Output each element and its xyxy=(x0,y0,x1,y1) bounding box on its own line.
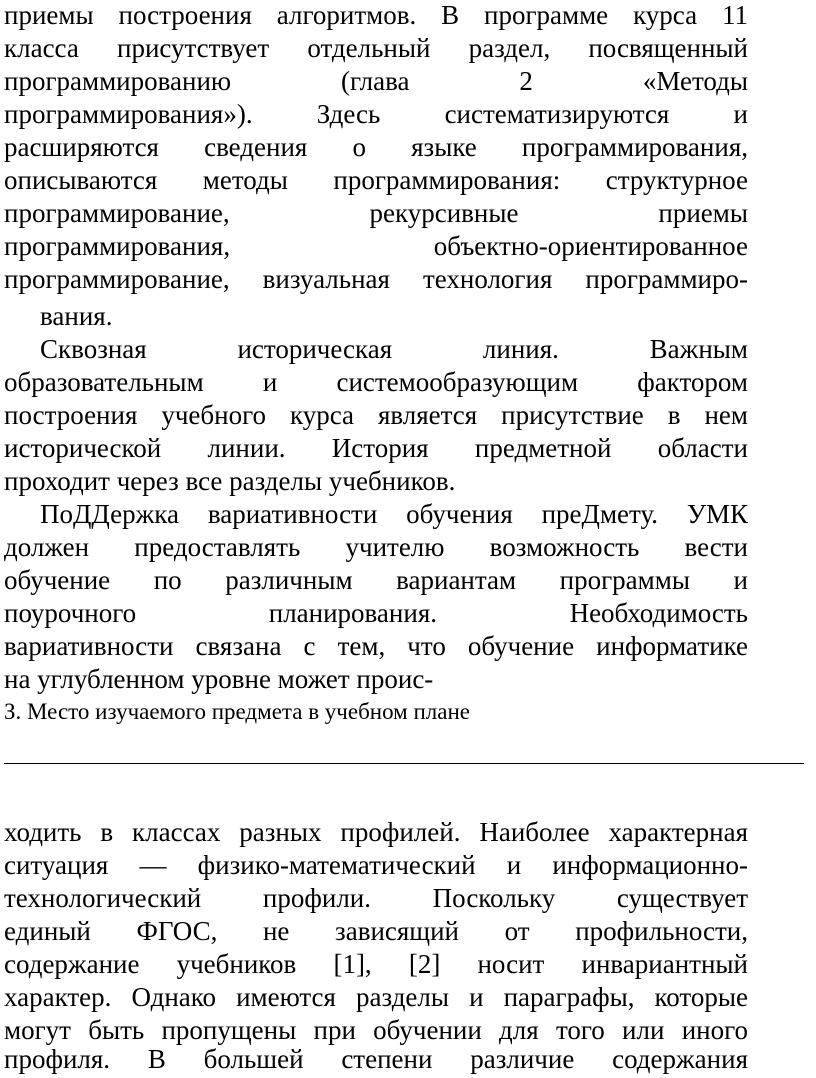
paragraph-1-line-6: описываются методы программирования: структурное xyxy=(4,165,748,195)
paragraph-3-line-2: должен предоставлять учителю возможность вести xyxy=(4,532,748,562)
section-caption: З. Место изучаемого предмета в учебном плане xyxy=(4,699,470,724)
paragraph-2-line-5: проходит через все разделы учебников. xyxy=(4,466,456,496)
paragraph-1-line-4: программирования»). Здесь систематизируются и xyxy=(4,99,748,129)
paragraph-2-line-4: исторической линии. История предметной области xyxy=(4,433,748,463)
paragraph-1-line-8: программирования, объектно-ориентированное xyxy=(4,231,748,261)
paragraph-4-line-7: могут быть пропущены при обучении для того или иного xyxy=(4,1015,748,1045)
paragraph-4-line-6: характер. Однако имеются разделы и параграфы, которые xyxy=(4,982,748,1012)
paragraph-1-line-5: расширяются сведения о языке программирования, xyxy=(4,132,748,162)
paragraph-1-line-3: программированию (глава 2 «Методы xyxy=(4,66,748,96)
paragraph-4-line-8: профиля. В большей степени различие содержания xyxy=(4,1044,748,1074)
paragraph-3-line-4: поурочного планирования. Необходимость xyxy=(4,598,748,628)
paragraph-1-line-2: класса присутствует отдельный раздел, посвященный xyxy=(4,33,748,63)
page-divider xyxy=(4,763,804,764)
paragraph-3-line-1: ПоДДержка вариативности обучения преДмету. УМК xyxy=(40,499,748,529)
paragraph-1-line-10: вания. xyxy=(40,301,113,331)
paragraph-4-line-5: содержание учебников [1], [2] носит инвариантный xyxy=(4,949,748,979)
paragraph-4-line-4: единый ФГОС, не зависящий от профильности, xyxy=(4,916,748,946)
paragraph-2-line-3: построения учебного курса является присутствие в нем xyxy=(4,400,748,430)
paragraph-2-line-1: Сквозная историческая линия. Важным xyxy=(40,334,748,364)
paragraph-3-line-5: вариативности связана с тем, что обучение информатике xyxy=(4,631,748,661)
paragraph-1-line-7: программирование, рекурсивные приемы xyxy=(4,198,748,228)
paragraph-2-line-2: образовательным и системообразующим фактором xyxy=(4,367,748,397)
paragraph-1-line-1: приемы построения алгоритмов. В программе курса 11 xyxy=(4,0,748,30)
paragraph-4-line-2: ситуация — физико-математический и информационно- xyxy=(4,850,748,880)
paragraph-4-line-1: ходить в классах разных профилей. Наиболее характерная xyxy=(4,817,748,847)
paragraph-1-line-9: программирование, визуальная технология программиро- xyxy=(4,264,748,294)
paragraph-4-line-3: технологический профили. Поскольку существует xyxy=(4,883,748,913)
paragraph-3-line-6: на углубленном уровне может проис- xyxy=(4,664,434,694)
paragraph-3-line-3: обучение по различным вариантам программы и xyxy=(4,565,748,595)
